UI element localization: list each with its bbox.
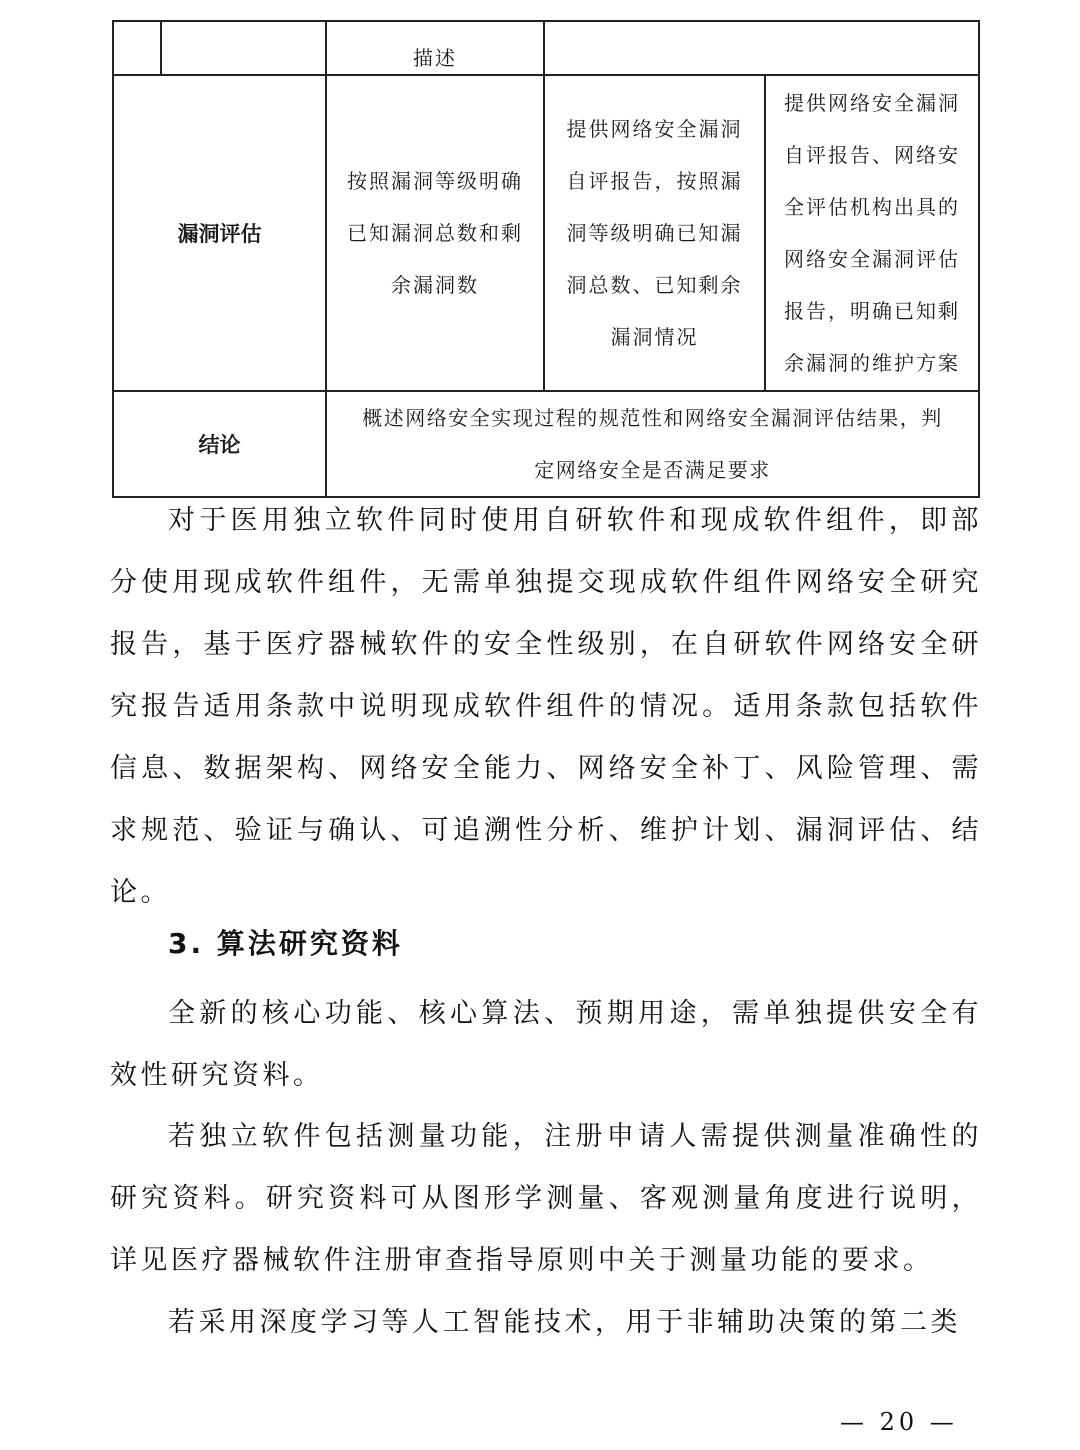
table-border-top xyxy=(112,20,980,22)
page-number: — 20 — xyxy=(840,1408,958,1436)
cell-line: 洞等级明确已知漏 xyxy=(566,221,743,245)
cell-line: 提供网络安全漏洞 xyxy=(566,117,743,141)
vuln-col3-cell xyxy=(766,76,978,390)
description-header-cell: 描述 xyxy=(413,45,457,70)
cell-line: 概述网络安全实现过程的规范性和网络安全漏洞评估结果，判 xyxy=(362,406,943,430)
cell-line: 全评估机构出具的 xyxy=(784,195,960,219)
cell-line: 定网络安全是否满足要求 xyxy=(534,458,771,482)
cell-line: 网络安全漏洞评估 xyxy=(784,247,960,271)
table-rule xyxy=(160,20,162,76)
paragraph-measurement: 若独立软件包括测量功能，注册申请人需提供测量准确性的研究资料。研究资料可从图形学测量、客观测量角度进行说明，详见医疗器械软件注册审查指导原则中关于测量功能的要求。 xyxy=(110,1121,982,1276)
cell-line: 已知漏洞总数和剩 xyxy=(347,221,523,245)
cell-line: 余漏洞数 xyxy=(391,273,479,297)
conclusion-label: 结论 xyxy=(198,433,241,457)
cell-line: 洞总数、已知剩余 xyxy=(566,273,743,297)
vuln-col2-cell xyxy=(545,76,764,390)
conclusion-cell xyxy=(327,392,978,496)
table-border-right xyxy=(978,20,980,498)
cell-line: 按照漏洞等级明确 xyxy=(347,169,523,193)
vuln-assessment-label: 漏洞评估 xyxy=(177,222,262,246)
cell-line: 自评报告、网络安 xyxy=(784,143,960,167)
cell-line: 报告，明确已知剩 xyxy=(784,299,960,323)
vuln-col1-cell xyxy=(327,76,543,390)
evaluation-table xyxy=(0,0,1080,500)
paragraph-deep-learning: 若采用深度学习等人工智能技术，用于非辅助决策的第二类 xyxy=(168,1307,961,1338)
cell-line: 余漏洞的维护方案 xyxy=(784,351,960,375)
cell-line: 提供网络安全漏洞 xyxy=(784,91,960,115)
section-heading-algorithm: 3. 算法研究资料 xyxy=(168,927,403,960)
paragraph-new-functions: 全新的核心功能、核心算法、预期用途，需单独提供安全有效性研究资料。 xyxy=(110,998,982,1091)
paragraph-ots-components: 对于医用独立软件同时使用自研软件和现成软件组件，即部分使用现成软件组件，无需单独提交现成软件组件网络安全研究报告，基于医疗器械软件的安全性级别，在自研软件网络安全研究报告适用条款中说明现成软件组件的情况。适用条款包括软件信息、数据架构、网络安全能力、网络安全补丁、风险管理、需求规范、验证与确认、可追溯性分析、维护计划、漏洞评估、结论。 xyxy=(110,505,982,908)
cell-line: 自评报告，按照漏 xyxy=(566,169,743,193)
cell-line: 漏洞情况 xyxy=(610,325,699,349)
